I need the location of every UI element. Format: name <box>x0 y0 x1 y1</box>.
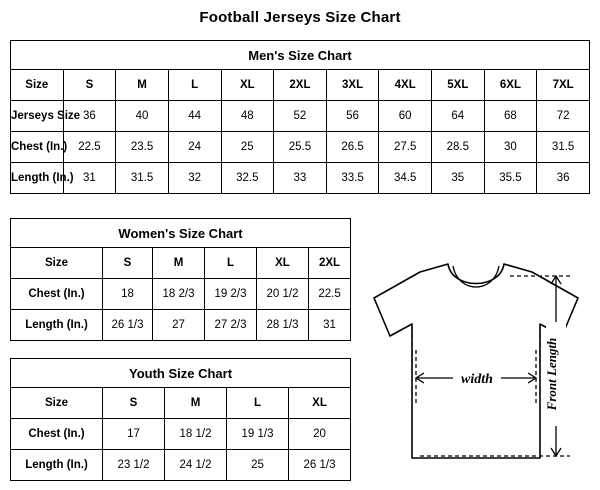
womens-r2-c5: 31 <box>309 310 351 341</box>
page-title: Football Jerseys Size Chart <box>199 9 401 26</box>
youth-r2-c2: 24 1/2 <box>165 450 227 481</box>
womens-r1-c5: 22.5 <box>309 279 351 310</box>
mens-r3-c8: 35 <box>432 163 485 194</box>
mens-r2-c4: 25 <box>221 132 274 163</box>
mens-r3-c5: 33 <box>274 163 327 194</box>
womens-size-chart-section <box>10 218 350 341</box>
mens-r1-c1: 36 <box>63 101 116 132</box>
womens-size-chart-table <box>10 218 351 341</box>
womens-r2-c3: 27 2/3 <box>205 310 257 341</box>
mens-r2-c1: 22.5 <box>63 132 116 163</box>
mens-r1-c2: 40 <box>116 101 169 132</box>
youth-r1-c0: Chest (In.) <box>11 419 103 450</box>
mens-r3-c9: 35.5 <box>484 163 537 194</box>
womens-r1-c1: 18 <box>103 279 153 310</box>
youth-r2-c1: 23 1/2 <box>103 450 165 481</box>
table-caption-row <box>11 219 351 248</box>
mens-r0-c0: Size <box>11 70 64 101</box>
mens-r2-c8: 28.5 <box>432 132 485 163</box>
mens-r0-c5: 2XL <box>274 70 327 101</box>
table-row <box>11 388 351 419</box>
womens-r1-c3: 19 2/3 <box>205 279 257 310</box>
mens-r0-c2: M <box>116 70 169 101</box>
mens-r1-c7: 60 <box>379 101 432 132</box>
youth-r0-c0: Size <box>11 388 103 419</box>
table-row <box>11 163 590 194</box>
mens-r2-c3: 24 <box>168 132 221 163</box>
womens-r0-c2: M <box>153 248 205 279</box>
mens-r0-c10: 7XL <box>537 70 590 101</box>
mens-r3-c3: 32 <box>168 163 221 194</box>
youth-r2-c3: 25 <box>227 450 289 481</box>
youth-chart-caption: Youth Size Chart <box>11 359 351 388</box>
mens-r0-c6: 3XL <box>326 70 379 101</box>
youth-r0-c3: L <box>227 388 289 419</box>
womens-r0-c4: XL <box>257 248 309 279</box>
table-caption-row <box>11 359 351 388</box>
mens-r2-c5: 25.5 <box>274 132 327 163</box>
mens-r2-c7: 27.5 <box>379 132 432 163</box>
table-row <box>11 450 351 481</box>
mens-r2-c6: 26.5 <box>326 132 379 163</box>
table-row <box>11 70 590 101</box>
mens-r3-c4: 32.5 <box>221 163 274 194</box>
mens-size-chart-table <box>10 40 590 194</box>
mens-r1-c4: 48 <box>221 101 274 132</box>
mens-r0-c8: 5XL <box>432 70 485 101</box>
table-row <box>11 101 590 132</box>
youth-r2-c4: 26 1/3 <box>289 450 351 481</box>
youth-size-chart-section <box>10 358 350 481</box>
table-row <box>11 419 351 450</box>
mens-r0-c3: L <box>168 70 221 101</box>
womens-r0-c0: Size <box>11 248 103 279</box>
mens-r3-c1: 31 <box>63 163 116 194</box>
womens-r2-c4: 28 1/3 <box>257 310 309 341</box>
mens-r0-c1: S <box>63 70 116 101</box>
mens-r2-c10: 31.5 <box>537 132 590 163</box>
table-caption-row <box>11 41 590 70</box>
youth-r1-c4: 20 <box>289 419 351 450</box>
mens-size-chart-section <box>10 40 590 194</box>
mens-r1-c10: 72 <box>537 101 590 132</box>
mens-r1-c5: 52 <box>274 101 327 132</box>
mens-r2-c2: 23.5 <box>116 132 169 163</box>
jersey-measurement-diagram <box>360 250 592 482</box>
mens-r2-c0: Chest (In.) <box>11 132 64 163</box>
mens-r3-c0: Length (In.) <box>11 163 64 194</box>
youth-r2-c0: Length (In.) <box>11 450 103 481</box>
womens-r0-c1: S <box>103 248 153 279</box>
mens-r1-c6: 56 <box>326 101 379 132</box>
youth-r1-c1: 17 <box>103 419 165 450</box>
mens-r3-c10: 36 <box>537 163 590 194</box>
youth-r0-c1: S <box>103 388 165 419</box>
mens-r0-c7: 4XL <box>379 70 432 101</box>
womens-r0-c5: 2XL <box>309 248 351 279</box>
youth-r1-c2: 18 1/2 <box>165 419 227 450</box>
womens-r1-c4: 20 1/2 <box>257 279 309 310</box>
womens-r1-c2: 18 2/3 <box>153 279 205 310</box>
mens-r1-c8: 64 <box>432 101 485 132</box>
womens-r1-c0: Chest (In.) <box>11 279 103 310</box>
womens-r2-c2: 27 <box>153 310 205 341</box>
mens-r3-c7: 34.5 <box>379 163 432 194</box>
youth-r0-c4: XL <box>289 388 351 419</box>
table-row <box>11 248 351 279</box>
front-length-label: Front Length <box>544 337 559 411</box>
womens-r0-c3: L <box>205 248 257 279</box>
mens-r2-c9: 30 <box>484 132 537 163</box>
table-row <box>11 132 590 163</box>
mens-r3-c6: 33.5 <box>326 163 379 194</box>
table-row <box>11 310 351 341</box>
mens-r0-c4: XL <box>221 70 274 101</box>
table-row <box>11 279 351 310</box>
mens-r3-c2: 31.5 <box>116 163 169 194</box>
womens-chart-caption: Women's Size Chart <box>11 219 351 248</box>
womens-r2-c0: Length (In.) <box>11 310 103 341</box>
mens-r1-c0: Jerseys Size <box>11 101 64 132</box>
mens-r1-c9: 68 <box>484 101 537 132</box>
mens-r1-c3: 44 <box>168 101 221 132</box>
youth-r1-c3: 19 1/3 <box>227 419 289 450</box>
width-label: width <box>461 372 493 387</box>
mens-chart-caption: Men's Size Chart <box>11 41 590 70</box>
mens-r0-c9: 6XL <box>484 70 537 101</box>
youth-r0-c2: M <box>165 388 227 419</box>
youth-size-chart-table <box>10 358 351 481</box>
womens-r2-c1: 26 1/3 <box>103 310 153 341</box>
